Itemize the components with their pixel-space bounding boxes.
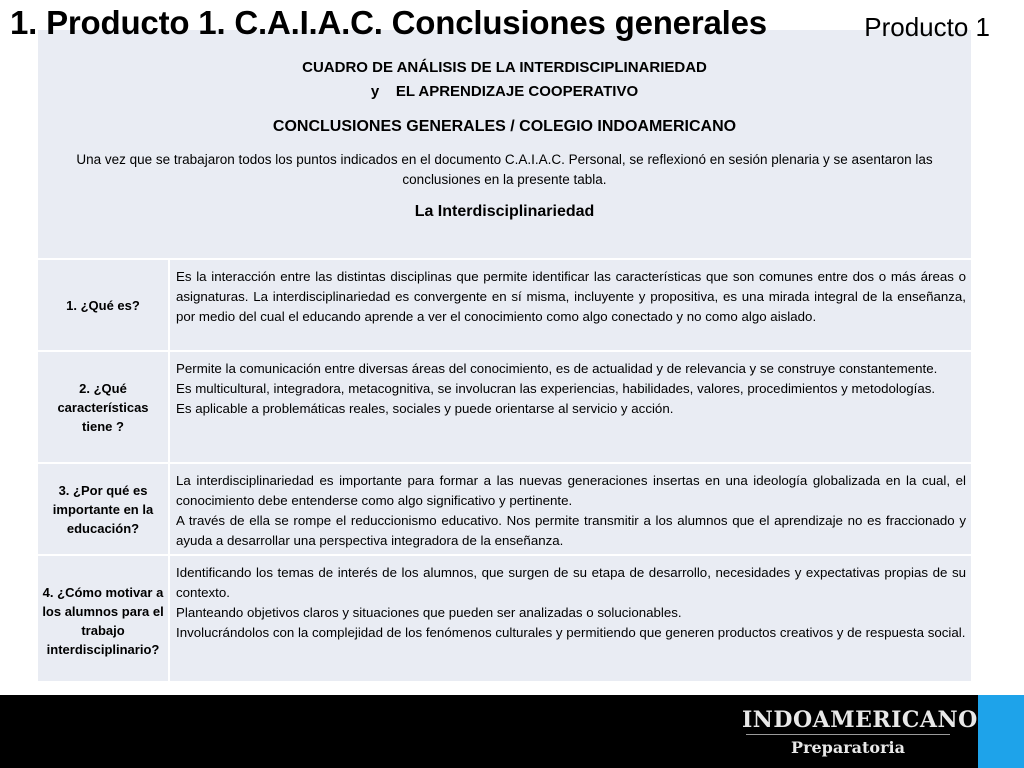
answer-text: Es la interacción entre las distintas disciplinas que permite identificar las características que son comunes entre dos o más áreas o asignaturas. La interdisciplinariedad es convergente en sí misma, incluyente y propositiva, es una mirada integral de la enseñanza, por medio del cual el educando aprende a ver el conocimiento como algo conectado y no como algo aislado. <box>176 269 966 324</box>
answer-text: Permite la comunicación entre diversas áreas del conocimiento, es de actualidad y de relevancia y se construye constantemente. <box>176 361 938 376</box>
intro-paragraph: Una vez que se trabajaron todos los puntos indicados en el documento C.A.I.A.C. Personal, se reflexionó en sesión plenaria y se asentaron las conclusiones en la presente tabla. <box>76 152 933 187</box>
answer-text: Es aplicable a problemáticas reales, sociales y puede orientarse al servicio y acción. <box>176 401 674 416</box>
product-tag: Producto 1 <box>864 12 990 42</box>
conclusions-table <box>38 258 971 685</box>
answer-text: Involucrándolos con la complejidad de los fenómenos culturales y permitiendo que generen productos creativos y de respuesta social. <box>176 625 966 640</box>
table-row <box>38 350 971 462</box>
question-cell: 4. ¿Cómo motivar a los alumnos para el trabajo interdisciplinario? <box>38 556 170 685</box>
answer-text: La interdisciplinariedad es importante para formar a las nuevas generaciones insertas en una ideología globalizada en la cual, el conocimiento debe entenderse como algo significativo y pertinente. <box>176 473 966 508</box>
brand-logo <box>742 707 978 757</box>
answer-text: A través de ella se rompe el reduccionismo educativo. Nos permite transmitir a los alumnos que el aprendizaje no es fraccionado y ayuda a desarrollar una perspectiva integradora de la enseñanza. <box>176 513 966 548</box>
brand-divider <box>746 734 950 735</box>
question-cell: 1. ¿Qué es? <box>38 260 170 350</box>
header-line-1: CUADRO DE ANÁLISIS DE LA INTERDISCIPLINARIEDAD <box>302 59 707 76</box>
slide-title: 1. Producto 1. C.A.I.A.C. Conclusiones generales <box>10 4 767 41</box>
table-row <box>38 462 971 554</box>
answer-text: Es multicultural, integradora, metacognitiva, se involucran las experiencias, habilidades, valores, procedimientos y metodologías. <box>176 381 936 396</box>
question-cell: 2. ¿Qué características tiene ? <box>38 352 170 462</box>
conclusions-heading: CONCLUSIONES GENERALES / COLEGIO INDOAMERICANO <box>272 118 737 135</box>
answer-cell <box>170 352 971 462</box>
footer-accent <box>978 695 1024 768</box>
analysis-panel <box>38 30 971 681</box>
answer-text: Identificando los temas de interés de los alumnos, que surgen de su etapa de desarrollo, necesidades y expectativas propias de su contexto. <box>176 565 966 600</box>
answer-cell <box>170 464 971 554</box>
section-heading: La Interdisciplinariedad <box>414 203 595 220</box>
header-line-2: y EL APRENDIZAJE COOPERATIVO <box>370 83 639 100</box>
answer-text: Planteando objetivos claros y situaciones que pueden ser analizadas o solucionables. <box>176 605 682 620</box>
panel-header <box>38 56 971 222</box>
answer-cell <box>170 556 971 685</box>
answer-cell <box>170 260 971 350</box>
question-cell: 3. ¿Por qué es importante en la educación? <box>38 464 170 554</box>
table-row <box>38 554 971 685</box>
table-row <box>38 258 971 350</box>
brand-name: INDOAMERICANO <box>742 707 978 733</box>
brand-subtitle: Preparatoria <box>791 738 905 757</box>
